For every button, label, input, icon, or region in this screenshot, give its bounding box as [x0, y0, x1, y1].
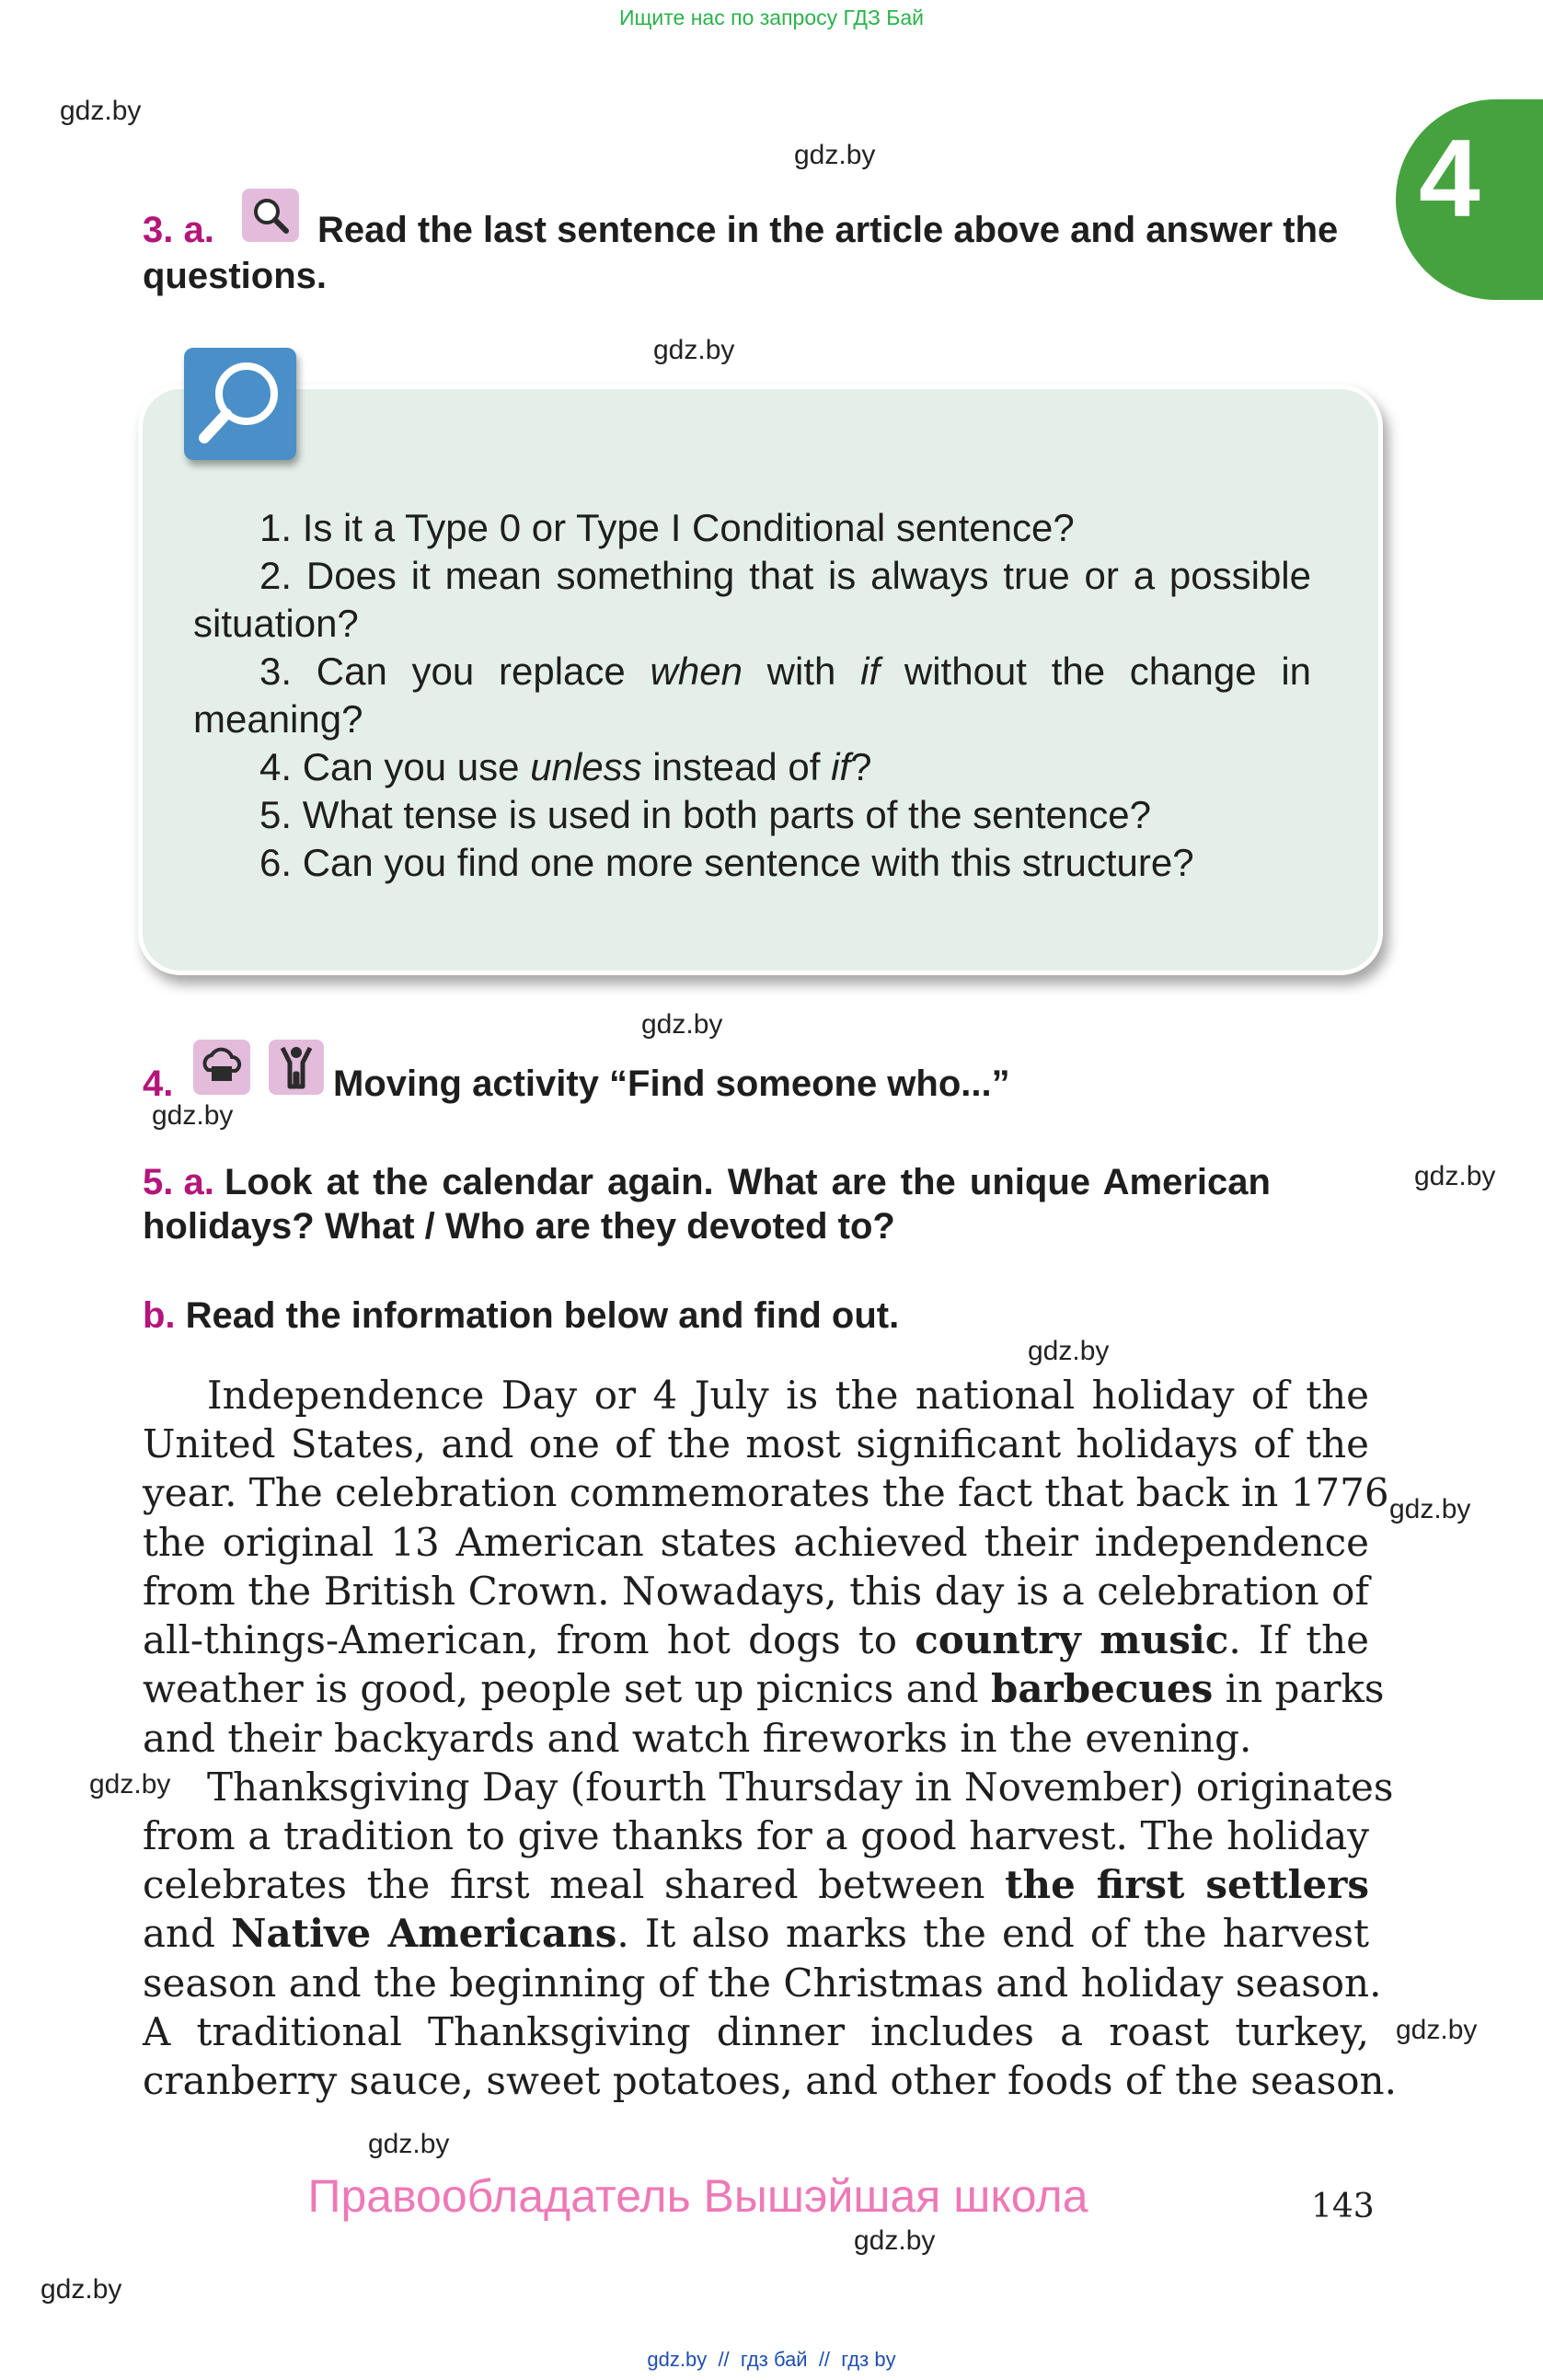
magnifier-icon — [184, 348, 296, 460]
exercise-3-heading-line1: Read the last sentence in the article above and answer the — [317, 210, 1339, 250]
question-5: 5. What tense is used in both parts of the sentence? — [259, 793, 1151, 836]
watermark: gdz.by — [40, 2274, 122, 2305]
person-moving-icon — [269, 1040, 324, 1095]
exercise-5b-text: Read the information below and find out. — [185, 1295, 900, 1336]
exercise-5a-text: Look at the calendar again. What are the unique American — [224, 1162, 1271, 1202]
search-icon — [242, 189, 299, 242]
exercise-5a-line2: holidays? What / Who are they devoted to? — [143, 1206, 895, 1247]
exercise-part: b. — [143, 1295, 176, 1336]
question-2-line1: 2. Does it mean something that is always true or a possible — [259, 554, 1311, 597]
question-3-if: if — [860, 650, 881, 693]
article-bold-term: the first settlers — [1005, 1862, 1369, 1907]
watermark: gdz.by — [1389, 1494, 1471, 1524]
exercise-part: a. — [183, 1162, 214, 1202]
question-4-if: if — [831, 745, 851, 788]
question-3-line2: meaning? — [193, 697, 363, 741]
question-2-line2: situation? — [193, 602, 359, 645]
question-3-text: 3. Can you replace — [259, 650, 626, 693]
question-4-text: 4. Can you use — [259, 745, 520, 788]
article-text: . If the — [1228, 1617, 1369, 1662]
question-4 — [259, 743, 871, 791]
watermark: gdz.by — [653, 335, 735, 365]
exercise-number: 3. — [143, 210, 174, 250]
question-3-text: without the change in — [904, 650, 1312, 693]
page-number: 143 — [1311, 2188, 1375, 2225]
article-text: all-things-American, from hot dogs to — [143, 1617, 898, 1662]
article-line: and their backyards and watch fireworks in the evening. — [143, 1716, 1252, 1761]
question-6: 6. Can you find one more sentence with this structure? — [259, 841, 1194, 884]
watermark: gdz.by — [854, 2225, 936, 2256]
watermark: gdz.by — [1396, 2015, 1478, 2045]
article-line — [143, 1860, 1369, 1909]
watermark: gdz.by — [152, 1100, 234, 1131]
exercise-4-number — [143, 1061, 173, 1107]
cloud-folder-icon — [193, 1040, 250, 1095]
question-3-when: when — [650, 650, 743, 693]
article-text: celebrates the first meal shared between — [143, 1862, 985, 1907]
article-line — [143, 1664, 1385, 1713]
article-line: year. The celebration commemorates the fact that back in 1776 — [143, 1470, 1389, 1515]
exercise-3-heading-line2: questions. — [143, 256, 328, 296]
article-bold-term: barbecues — [991, 1666, 1214, 1711]
article-line: from the British Crown. Nowadays, this day is a celebration of — [143, 1569, 1369, 1614]
watermark: gdz.by — [641, 1009, 723, 1040]
watermark: gdz.by — [60, 96, 142, 126]
top-banner: Ищите нас по запросу ГДЗ Бай — [618, 6, 925, 29]
exercise-4-heading: Moving activity “Find someone who...” — [333, 1064, 1010, 1104]
article-line: Thanksgiving Day (fourth Thursday in November) originates — [207, 1765, 1394, 1810]
article-line: Independence Day or 4 July is the national holiday of the — [207, 1373, 1369, 1418]
watermark: gdz.by — [794, 140, 876, 170]
question-4-text: instead of — [652, 745, 821, 788]
footer-links: gdz.by // гдз бай // гдз by — [647, 2348, 896, 2371]
article-text: and — [143, 1911, 215, 1956]
article-line: A traditional Thanksgiving dinner includes a roast turkey, — [143, 2009, 1369, 2054]
exercise-5a-line1 — [143, 1159, 1369, 1205]
watermark: gdz.by — [89, 1769, 171, 1799]
exercise-part: a. — [183, 210, 214, 250]
article-line: from a tradition to give thanks for a good harvest. The holiday — [143, 1813, 1369, 1858]
article-text: in parks — [1225, 1666, 1385, 1711]
exercise-3-number — [143, 207, 214, 253]
article-line: season and the beginning of the Christmas and holiday season. — [143, 1960, 1382, 2006]
article-bold-term: country music — [915, 1617, 1229, 1662]
exercise-5b — [143, 1293, 899, 1339]
article-text: weather is good, people set up picnics and — [143, 1666, 979, 1711]
article-text: . It also marks the end of the harvest — [616, 1911, 1369, 1956]
watermark: gdz.by — [368, 2129, 450, 2159]
chapter-number: 4 — [1419, 117, 1480, 240]
article-line — [143, 1615, 1369, 1664]
copyright-text: Правообладатель Вышэйшая школа — [307, 2170, 1088, 2222]
article-line — [143, 1909, 1369, 1958]
article-line: the original 13 American states achieved their independence — [143, 1520, 1369, 1565]
exercise-number: 4. — [143, 1064, 174, 1104]
article-line: cranberry sauce, sweet potatoes, and other foods of the season. — [143, 2058, 1397, 2103]
watermark: gdz.by — [1028, 1336, 1110, 1366]
article-bold-term: Native Americans — [231, 1911, 617, 1956]
question-1: 1. Is it a Type 0 or Type I Conditional sentence? — [259, 506, 1075, 549]
watermark: gdz.by — [1414, 1161, 1496, 1191]
exercise-number: 5. — [143, 1162, 174, 1202]
question-4-unless: unless — [530, 745, 642, 788]
article-line: United States, and one of the most significant holidays of the — [143, 1421, 1369, 1466]
question-3-line1 — [259, 648, 1311, 696]
question-3-text: with — [766, 650, 836, 693]
question-4-text: ? — [850, 745, 872, 788]
